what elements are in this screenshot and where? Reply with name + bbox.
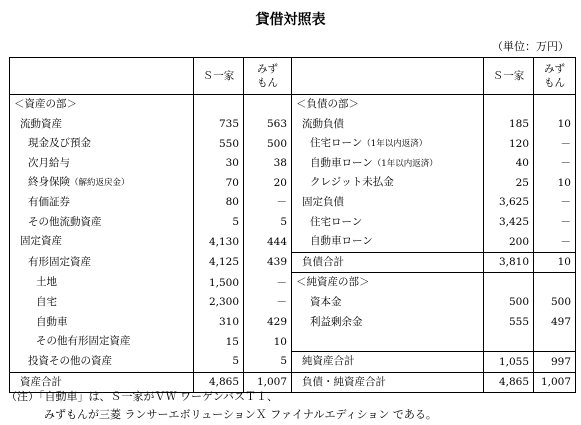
liability-label: ＜純資産の部＞: [292, 273, 484, 293]
table-row: [10, 95, 576, 115]
header-blank: [10, 58, 194, 95]
asset-label: 次月給与: [10, 154, 194, 174]
liability-label: 負債・純資産合計: [292, 372, 484, 393]
liability-value-mizumon: 500: [534, 293, 576, 313]
liability-label: 純資産合計: [292, 352, 484, 373]
header-s-family: Ｓ一家: [484, 58, 534, 95]
liability-value-s-family: 555: [484, 313, 534, 333]
asset-value-s-family: 30: [194, 154, 244, 174]
table-row: [10, 154, 576, 174]
table-row: [10, 332, 576, 352]
liability-value-mizumon: 10: [534, 115, 576, 135]
page-title: 貸借対照表: [255, 12, 326, 28]
liability-label: 利益剰余金: [292, 313, 484, 333]
liability-label: クレジット未払金: [292, 173, 484, 193]
table-row: [10, 134, 576, 154]
asset-value-s-family: 550: [194, 134, 244, 154]
asset-value-mizumon: 500: [244, 134, 292, 154]
table-row: [10, 313, 576, 333]
asset-label: ＜資産の部＞: [10, 95, 194, 115]
asset-label: 自宅: [10, 293, 194, 313]
asset-value-mizumon: 563: [244, 115, 292, 135]
header-mizumon: みず もん: [534, 58, 576, 95]
asset-value-s-family: 310: [194, 313, 244, 333]
table-header-row: [10, 58, 576, 95]
asset-value-mizumon: 10: [244, 332, 292, 352]
liability-value-s-family: 120: [484, 134, 534, 154]
asset-value-s-family: 2,300: [194, 293, 244, 313]
asset-value-s-family: 4,865: [194, 372, 244, 393]
asset-value-s-family: 15: [194, 332, 244, 352]
asset-value-mizumon: [244, 95, 292, 115]
liability-label: 負債合計: [292, 252, 484, 273]
asset-value-s-family: 80: [194, 193, 244, 213]
asset-value-mizumon: 439: [244, 252, 292, 273]
asset-value-mizumon: －: [244, 193, 292, 213]
note-line-2: みずもんが三菱 ランサーエボリューションＸ ファイナルエディション である。: [44, 408, 437, 421]
asset-value-mizumon: －: [244, 273, 292, 293]
asset-value-mizumon: 5: [244, 213, 292, 233]
liability-label: [292, 332, 484, 352]
asset-value-s-family: 1,500: [194, 273, 244, 293]
liability-label: 住宅ローン（1年以内返済）: [292, 134, 484, 154]
liability-value-s-family: 3,425: [484, 213, 534, 233]
asset-value-s-family: 5: [194, 352, 244, 373]
liability-value-s-family: 1,055: [484, 352, 534, 373]
liability-value-s-family: 185: [484, 115, 534, 135]
liability-value-mizumon: 997: [534, 352, 576, 373]
table-row: [10, 115, 576, 135]
liability-value-mizumon: －: [534, 193, 576, 213]
asset-label: 流動資産: [10, 115, 194, 135]
table-row: [10, 273, 576, 293]
liability-value-s-family: 200: [484, 232, 534, 252]
asset-value-mizumon: 20: [244, 173, 292, 193]
asset-value-s-family: [194, 95, 244, 115]
liability-value-s-family: [484, 332, 534, 352]
liability-label: 自動車ローン（1年以内返済）: [292, 154, 484, 174]
asset-value-mizumon: －: [244, 293, 292, 313]
liability-value-s-family: [484, 273, 534, 293]
liability-value-s-family: 3,810: [484, 252, 534, 273]
table-row: [10, 173, 576, 193]
asset-label: 土地: [10, 273, 194, 293]
liability-value-mizumon: 10: [534, 173, 576, 193]
table-row: [10, 293, 576, 313]
asset-value-mizumon: 38: [244, 154, 292, 174]
asset-label: その他流動資産: [10, 213, 194, 233]
liability-value-s-family: 4,865: [484, 372, 534, 393]
asset-value-s-family: 4,130: [194, 232, 244, 252]
liability-value-mizumon: －: [534, 134, 576, 154]
table-row: [10, 352, 576, 373]
asset-value-mizumon: 444: [244, 232, 292, 252]
liability-label: 資本金: [292, 293, 484, 313]
balance-sheet-table: [9, 57, 576, 393]
asset-label: 投資その他の資産: [10, 352, 194, 373]
asset-label: 自動車: [10, 313, 194, 333]
liability-label: 自動車ローン: [292, 232, 484, 252]
liability-label: 流動負債: [292, 115, 484, 135]
liability-value-s-family: [484, 95, 534, 115]
asset-label: 終身保険（解約返戻金）: [10, 173, 194, 193]
asset-value-mizumon: 5: [244, 352, 292, 373]
asset-label: その他有形固定資産: [10, 332, 194, 352]
asset-label: 資産合計: [10, 372, 194, 393]
liability-label: ＜負債の部＞: [292, 95, 484, 115]
liability-value-mizumon: 10: [534, 252, 576, 273]
table-row: [10, 232, 576, 252]
liability-value-mizumon: 497: [534, 313, 576, 333]
asset-label: 有形固定資産: [10, 252, 194, 273]
asset-value-s-family: 735: [194, 115, 244, 135]
liability-value-mizumon: －: [534, 232, 576, 252]
table-row: [10, 213, 576, 233]
asset-value-s-family: 70: [194, 173, 244, 193]
table-row: [10, 193, 576, 213]
header-blank: [292, 58, 484, 95]
asset-label: 有価証券: [10, 193, 194, 213]
liability-value-s-family: 500: [484, 293, 534, 313]
liability-value-s-family: 25: [484, 173, 534, 193]
asset-value-s-family: 4,125: [194, 252, 244, 273]
note-line-1: （注）「自動車」は、Ｓ一家がＶＷ ワーゲンバスＴ１、: [6, 390, 279, 403]
liability-value-mizumon: [534, 332, 576, 352]
liability-label: 住宅ローン: [292, 213, 484, 233]
liability-value-s-family: 3,625: [484, 193, 534, 213]
liability-value-mizumon: [534, 95, 576, 115]
liability-value-mizumon: －: [534, 213, 576, 233]
header-mizumon: みず もん: [244, 58, 292, 95]
asset-value-mizumon: 429: [244, 313, 292, 333]
asset-label: 現金及び預金: [10, 134, 194, 154]
liability-label: 固定負債: [292, 193, 484, 213]
unit-label: （単位：万円）: [492, 40, 569, 53]
liability-value-mizumon: －: [534, 154, 576, 174]
table-row: [10, 252, 576, 273]
asset-value-mizumon: 1,007: [244, 372, 292, 393]
header-s-family: Ｓ一家: [194, 58, 244, 95]
liability-value-mizumon: 1,007: [534, 372, 576, 393]
liability-value-mizumon: [534, 273, 576, 293]
liability-value-s-family: 40: [484, 154, 534, 174]
asset-value-s-family: 5: [194, 213, 244, 233]
asset-label: 固定資産: [10, 232, 194, 252]
